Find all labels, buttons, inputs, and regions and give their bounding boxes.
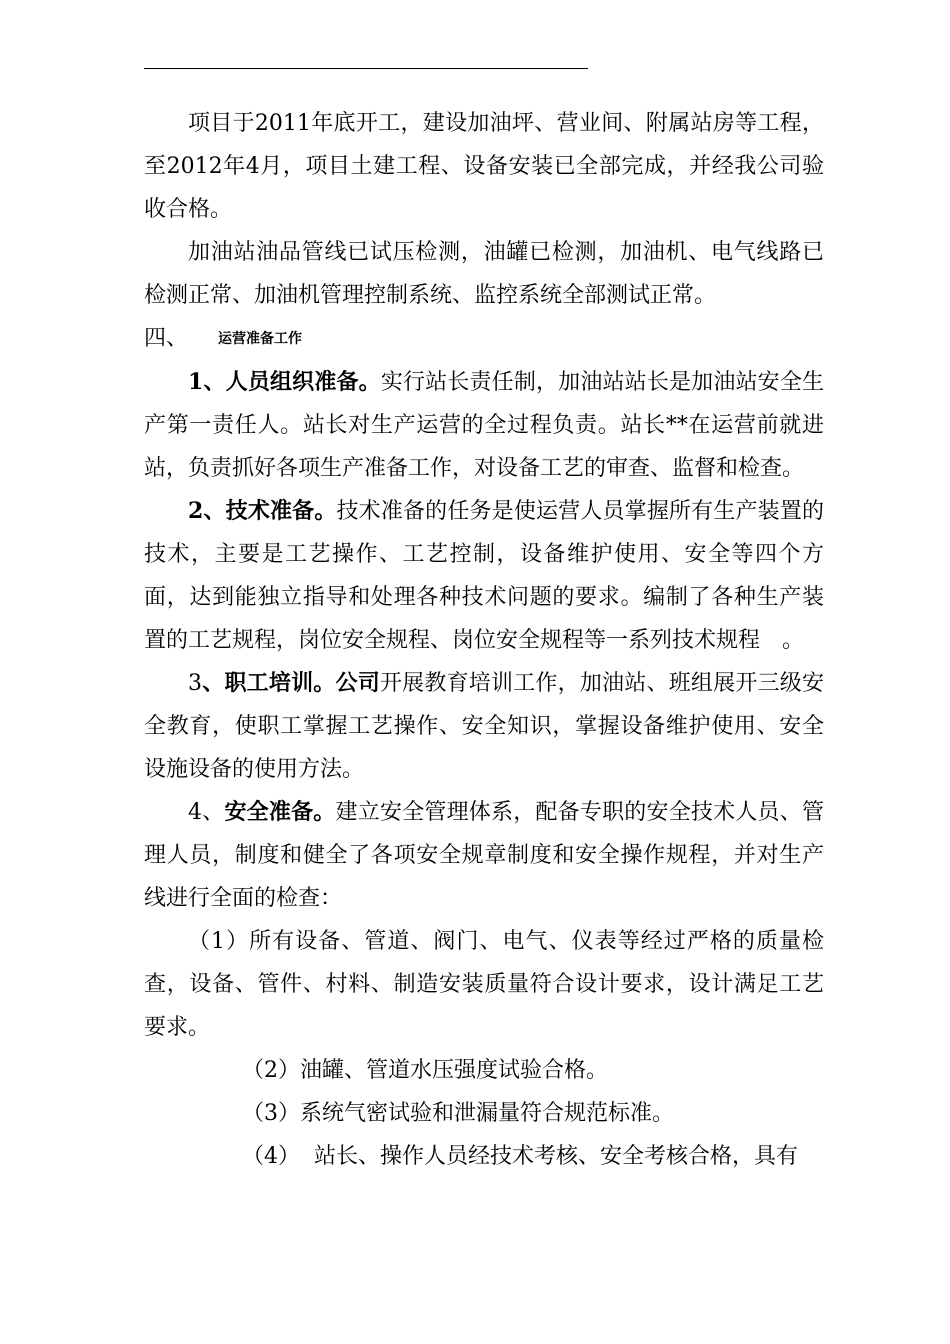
paragraph-construction: 项目于2011年底开工，建设加油坪、营业间、附属站房等工程，至2012年4月，项目土建工程、设备安装已全部完成，并经我公司验收合格。: [144, 111, 824, 222]
sub-item-pressure-test: （2）油罐、管道水压强度试验合格。: [242, 1058, 608, 1083]
item-title: 安全准备。: [224, 799, 336, 825]
item-separator: 、: [202, 800, 225, 825]
item-text: 建立安全管理体系，配备专职的安全技术人员、管理人员，制度和健全了各项安全规章制度和安全操作规程，并对生产线进行全面的检查：: [144, 800, 824, 911]
section-number: 四、: [144, 326, 189, 351]
header-rule: [144, 68, 588, 69]
item-title: 技术准备。: [225, 498, 337, 524]
section-title: 运营准备工作: [218, 331, 303, 347]
item-number: 4: [188, 800, 202, 825]
item-number: 2: [188, 498, 204, 524]
section-heading: [144, 317, 824, 361]
sub-item-staff-assessment: （4） 站长、操作人员经技术考核、安全考核合格，具有: [242, 1144, 798, 1169]
item-safety: [144, 791, 824, 920]
item-separator: 、: [203, 498, 226, 524]
sub-item-inspection: （1）所有设备、管道、阀门、电气、仪表等经过严格的质量检查，设备、管件、村料、制造安装质量符合设计要求，设计满足工艺要求。: [144, 929, 824, 1040]
item-text: 开展教育培训工作，加油站、班组展开三级安全教育，使职工掌握工艺操作、安全知识，掌握设备维护使用、安全设施设备的使用方法。: [144, 671, 824, 782]
item-title: 人员组织准备。: [225, 369, 381, 395]
item-title: 职工培训。: [224, 670, 336, 696]
item-number: 1: [188, 369, 204, 395]
item-separator: 、: [202, 670, 225, 696]
item-number: 3: [188, 671, 202, 696]
document-body: [144, 102, 824, 1178]
item-separator: 、: [203, 369, 226, 395]
item-personnel: [144, 361, 824, 490]
paragraph-testing: 加油站油品管线已试压检测，油罐已检测，加油机、电气线路已检测正常、加油机管理控制系统、监控系统全部测试正常。: [144, 240, 824, 308]
item-technical: [144, 490, 824, 662]
item-text: 实行站长责任制，加油站站长是加油站安全生产第一责任人。站长对生产运营的全过程负责。站长**在运营前就进站，负责抓好各项生产准备工作，对设备工艺的审查、监督和检查。: [144, 370, 824, 481]
item-text: 技术准备的任务是使运营人员掌握所有生产装置的技术，主要是工艺操作、工艺控制，设备维护使用、安全等四个方面，达到能独立指导和处理各种技术问题的要求。编制了各种生产装置的工艺规程，岗位安全规程、岗位安全规程等一系列技术规程 。: [144, 499, 824, 653]
sub-item-airtight-test: （3）系统气密试验和泄漏量符合规范标准。: [242, 1101, 674, 1126]
item-title-extra: 公司: [335, 670, 380, 696]
item-training: [144, 662, 824, 791]
